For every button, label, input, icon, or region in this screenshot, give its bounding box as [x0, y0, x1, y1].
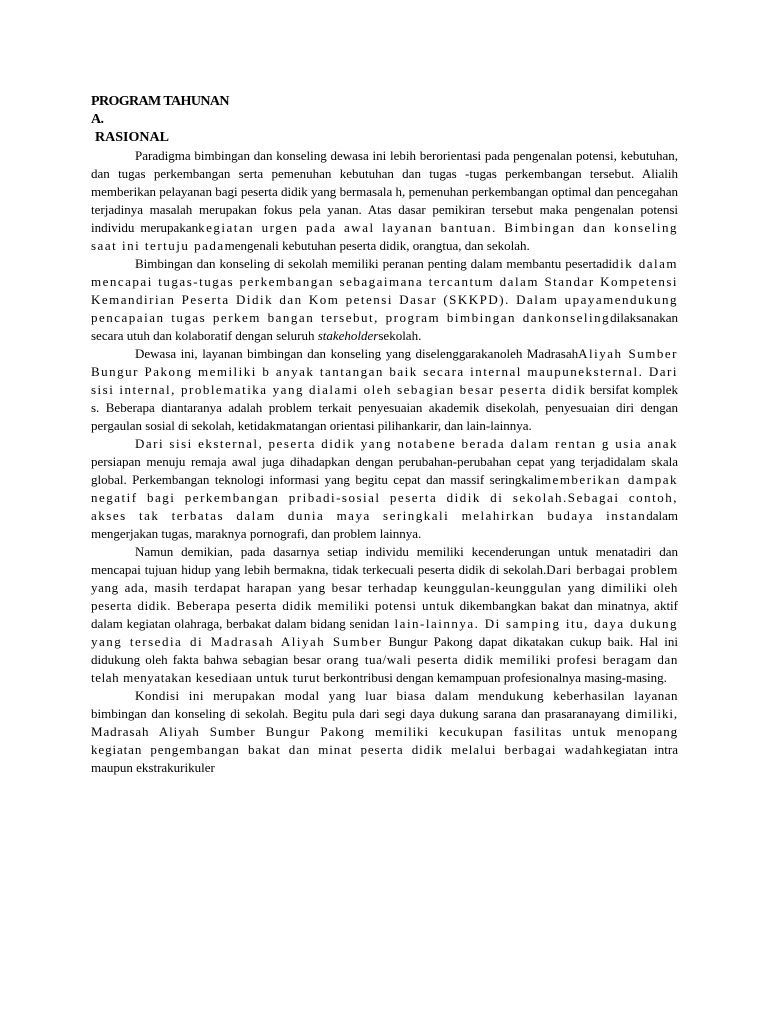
paragraph-3 — [91, 345, 678, 435]
document-body — [91, 93, 678, 777]
paragraph-6-part-2: bimbingan dan konseling di sekolah. Begitu pula dari segi daya dukung sarana dan prasaranayang — [91, 706, 620, 721]
paragraph-4-part-3: memberikan dampak negatif bagi perkembangan pribadi-sosial peserta didik di sekolah.Sebagai contoh, akses tak terbatas dalam dunia maya seringkali melahirkan budaya instan — [91, 472, 678, 523]
paragraph-3-part-3: bersifat komplek s. Beberapa diantaranya adalah problem terkait penyesuaian akademik disekolah, penyesuaian diri dengan pergaulan sosial di sekolah, ketidakmatangan orientasi pilihankarir, dan lain-lainnya. — [91, 382, 678, 433]
paragraph-5-part-4: lain-lainnya. Di samping itu, daya dukung yang tersedia di Madrasah Aliyah Sumber — [91, 616, 678, 649]
paragraph-2-italic: stakeholder — [317, 328, 379, 343]
section-title: RASIONAL — [95, 130, 169, 145]
paragraph-2 — [91, 255, 678, 345]
paragraph-6 — [91, 687, 678, 777]
paragraph-4-part-1: Dari sisi eksternal, peserta didik yang notabene berada dalam rentan g usia anak — [135, 436, 678, 451]
paragraph-3-part-2: Aliyah Sumber Bungur Pakong memiliki b anyak tantangan baik secara internal maupuneksternal. Dari sisi internal, problematika yang dialami oleh sebagian besar peserta didik — [91, 346, 678, 397]
paragraph-6-part-4: kegiatan intra maupun ekstrakurikuler — [91, 742, 679, 775]
paragraph-4-part-2: persiapan menuju remaja awal juga dihadapkan dengan perubahan-perubahan cepat yang terjadidalam skala global. Perkembangan teknologi informasi yang begitu cepat dan massif seringkali — [91, 454, 678, 487]
paragraph-4-part-4: dalam mengerjakan tugas, maraknya pornografi, dan problem lainnya. — [91, 508, 678, 541]
paragraph-5-part-5: Bungur Pakong dapat dikatakan cukup baik. Hal ini didukung oleh fakta bahwa sebagian besar — [91, 634, 678, 667]
paragraph-2-part-1: Bimbingan dan konseling di sekolah memiliki peranan penting dalam membantu pesertadi — [135, 256, 613, 271]
paragraph-1-part-1: Paradigma bimbingan dan konseling dewasa ini lebih berorientasi pada pengenalan potensi, kebutuhan, dan tugas perkembangan serta pemenuhan kebutuhan dan tugas -tugas perkembangan tersebut. Alialih memberikan pelayanan bagi peserta didik yang bermasala h, pemenuhan perkembangan optimal dan pencegahan terjadinya masalah merupakan fokus pela yanan. Atas dasar pemikiran tersebut maka pengenalan potensi individu merupakan — [91, 148, 678, 235]
document-title: PROGRAM TAHUNAN — [91, 94, 229, 109]
paragraph-6-part-3: dimiliki, Madrasah Aliyah Sumber Bungur Pakong memiliki kecukupan fasilitas untuk menopang kegiatan pengembangan bakat dan minat peserta didik melalui berbagai wadah — [91, 706, 679, 757]
paragraph-1 — [91, 147, 678, 255]
paragraph-1-part-3: mengenali kebutuhan peserta didik, orangtua, dan sekolah. — [224, 238, 530, 253]
paragraph-5-part-1: Namun demikian, pada dasarnya setiap individu memiliki kecenderungan untuk menatadiri dan mencapai tujuan hidup yang lebih bermakna, tidak terkecuali peserta didik di sekolah. — [91, 544, 678, 577]
paragraph-5-part-2: Dari berbagai problem yang ada, masih terdapat harapan yang besar terhadap keunggulan-keunggulan yang dimiliki oleh peserta didik. Beberapa peserta didik memiliki potensi untuk — [91, 562, 678, 613]
paragraph-5-part-6: orang tua/wali peserta didik memiliki profesi beragam dan telah menyatakan kesediaan untuk turut — [91, 652, 679, 685]
paragraph-5 — [91, 543, 678, 687]
paragraph-2-part-4: sekolah. — [378, 328, 422, 343]
section-letter: A. — [91, 112, 104, 127]
paragraph-6-part-1: Kondisi ini merupakan modal yang luar biasa dalam mendukung keberhasilan layanan — [135, 688, 678, 703]
paragraph-2-part-2: dik dalam mencapai tugas-tugas perkembangan sebagaimana tercantum dalam Standar Kompetensi Kemandirian Peserta Didik dan Kom petensi Dasar (SKKPD). Dalam upayamendukung pencapaian tugas perkem bangan tersebut, program bimbingan dankonseling — [91, 256, 678, 325]
paragraph-5-part-7: berkontribusi dengan kemampuan profesionalnya masing-masing. — [320, 670, 667, 685]
paragraph-1-part-2: kegiatan urgen pada awal layanan bantuan. Bimbingan dan konseling saat ini tertuju pada — [91, 220, 678, 253]
paragraph-5-part-3: dikembangkan bakat dan minatnya, aktif dalam kegiatan olahraga, berbakat dalam bidang senidan — [91, 598, 678, 631]
paragraph-2-part-3: dilaksanakan secara utuh dan kolaboratif dengan seluruh — [91, 310, 678, 343]
paragraph-3-part-1: Dewasa ini, layanan bimbingan dan konseling yang diselenggarakanoleh Madrasah — [135, 346, 579, 361]
paragraph-4 — [91, 435, 678, 543]
